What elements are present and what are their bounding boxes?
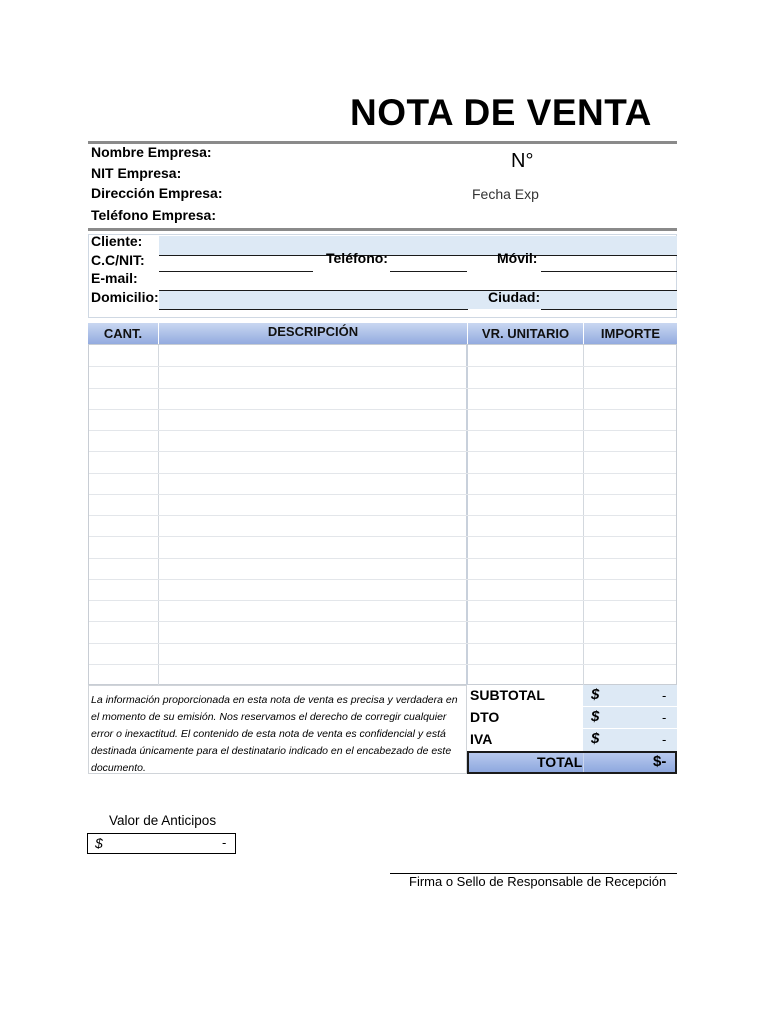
table-row-separator bbox=[89, 664, 676, 665]
table-row-separator bbox=[89, 494, 676, 495]
document-title: NOTA DE VENTA bbox=[350, 92, 652, 133]
advance-payment-field[interactable] bbox=[87, 833, 236, 854]
discount-label: DTO bbox=[470, 709, 500, 725]
discount-value: - bbox=[662, 710, 667, 725]
ccnit-label: C.C/NIT: bbox=[91, 252, 145, 268]
phone-label: Teléfono: bbox=[326, 250, 388, 266]
table-row-separator bbox=[89, 515, 676, 516]
column-header-description: DESCRIPCIÓN bbox=[267, 324, 359, 339]
items-table-header bbox=[88, 323, 677, 344]
advance-value: - bbox=[222, 835, 227, 850]
table-row-separator bbox=[89, 579, 676, 580]
column-header-amount: IMPORTE bbox=[600, 326, 661, 341]
invoice-number-label: N° bbox=[511, 150, 534, 172]
phone-field[interactable] bbox=[390, 271, 467, 272]
discount-currency: $ bbox=[591, 708, 600, 725]
subtotal-label: SUBTOTAL bbox=[470, 687, 545, 703]
tax-currency: $ bbox=[591, 730, 600, 747]
ccnit-field[interactable] bbox=[159, 271, 313, 272]
company-name-label: Nombre Empresa: bbox=[91, 144, 212, 160]
tax-value: - bbox=[662, 732, 667, 747]
issue-date-label: Fecha Exp bbox=[472, 186, 539, 202]
table-row-separator bbox=[89, 600, 676, 601]
signature-label: Firma o Sello de Responsable de Recepción bbox=[409, 874, 667, 889]
client-label: Cliente: bbox=[91, 233, 143, 249]
client-name-field[interactable] bbox=[159, 236, 677, 255]
client-name-underline bbox=[159, 255, 677, 256]
email-label: E-mail: bbox=[91, 270, 138, 286]
domicile-label: Domicilio: bbox=[91, 289, 159, 305]
subtotal-value: - bbox=[662, 688, 667, 703]
table-row-separator bbox=[89, 621, 676, 622]
table-row-separator bbox=[89, 388, 676, 389]
column-header-quantity: CANT. bbox=[103, 326, 143, 341]
items-table-body[interactable] bbox=[88, 344, 677, 685]
mobile-label: Móvil: bbox=[497, 250, 538, 266]
table-row-separator bbox=[89, 473, 676, 474]
table-row-separator bbox=[89, 643, 676, 644]
address-top-line bbox=[159, 290, 677, 291]
company-nit-label: NIT Empresa: bbox=[91, 165, 182, 181]
total-label: TOTAL bbox=[537, 754, 583, 770]
total-value: $- bbox=[653, 753, 667, 770]
total-divider bbox=[583, 753, 584, 772]
mobile-field[interactable] bbox=[541, 271, 677, 272]
address-underline bbox=[159, 309, 468, 310]
table-row-separator bbox=[89, 451, 676, 452]
advance-payment-label: Valor de Anticipos bbox=[109, 813, 217, 828]
company-divider bbox=[88, 228, 677, 231]
table-row-separator bbox=[89, 536, 676, 537]
tax-label: IVA bbox=[470, 731, 493, 747]
disclaimer-text: La información proporcionada en esta nota de venta es precisa y verdadera en el momento de su emisión. Nos reservamos el derecho de corregir cualquier error o inexactitud. El contenido de esta nota de venta es confidencial y está destinada únicamente para el destinatario indicado en el encabezado de este documento. bbox=[91, 694, 458, 774]
column-header-unit-price: VR. UNITARIO bbox=[481, 326, 570, 341]
total-row bbox=[467, 751, 677, 774]
city-label: Ciudad: bbox=[488, 289, 541, 305]
table-row-separator bbox=[89, 366, 676, 367]
city-field[interactable] bbox=[541, 309, 677, 310]
row-separator bbox=[583, 706, 677, 707]
company-phone-label: Teléfono Empresa: bbox=[91, 207, 216, 223]
table-row-separator bbox=[89, 558, 676, 559]
address-field[interactable] bbox=[159, 291, 677, 309]
table-row-separator bbox=[89, 409, 676, 410]
row-separator bbox=[583, 728, 677, 729]
table-row-separator bbox=[89, 430, 676, 431]
company-address-label: Dirección Empresa: bbox=[91, 185, 223, 201]
advance-currency: $ bbox=[95, 835, 103, 851]
subtotal-currency: $ bbox=[591, 686, 600, 703]
